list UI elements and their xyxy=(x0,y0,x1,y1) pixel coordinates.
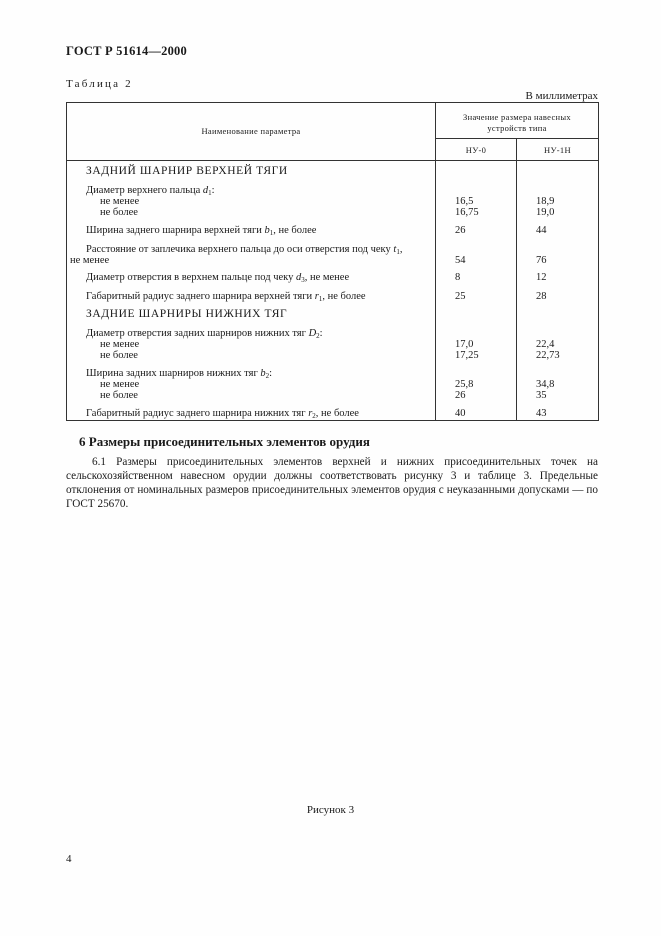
section-title: 6 Размеры присоединительных элементов орудия xyxy=(79,434,370,449)
paragraph-text: 6.1 Размеры присоединительных элементов верхней и нижних присоединительных точек на сельскохозяйственном навесном орудии должны соответствовать рисунку 3 и таблице 3. Предельные отклонения от номинальных размеров присоединительных элементов орудия с неуказанными допусками — по ГОСТ 25670. xyxy=(66,456,598,510)
table-top-rule xyxy=(66,102,599,103)
cell-value: 54 xyxy=(455,255,466,266)
cell-value: 40 xyxy=(455,408,466,419)
cell-value: 12 xyxy=(536,272,547,283)
cell-value: 44 xyxy=(536,225,547,236)
document-header: ГОСТ Р 51614—2000 xyxy=(66,44,187,58)
row-upper-hinge-width: Ширина заднего шарнира верхней тяги $b_1$, не более xyxy=(86,225,317,237)
cell-value: 22,73 xyxy=(536,350,560,361)
cell-value: 17,0 xyxy=(455,339,474,350)
row-lower-hinge-width: Ширина задних шарниров нижних тяг $b_2$: xyxy=(86,368,273,380)
row-label-max: не более xyxy=(100,207,138,218)
cell-value: 25 xyxy=(455,291,466,302)
cell-value: 26 xyxy=(455,225,466,236)
figure-caption: Рисунок 3 xyxy=(306,804,355,816)
row-upper-hinge-radius: Габаритный радиус заднего шарнира верхней тяги $r_1$, не более xyxy=(86,291,366,303)
row-label-min: не менее xyxy=(100,339,140,350)
section-heading-lower-links: ЗАДНИЕ ШАРНИРЫ НИЖНИХ ТЯГ xyxy=(86,308,288,320)
row-label-min: не менее xyxy=(100,379,140,390)
table-subheader-rule xyxy=(435,138,599,139)
column-header-value-line2: устройств типа xyxy=(487,123,547,133)
cell-value: 19,0 xyxy=(536,207,555,218)
table-type-divider xyxy=(516,138,517,421)
table-units: В миллиметрах xyxy=(525,90,598,102)
table-header-rule xyxy=(66,160,599,161)
body-paragraph xyxy=(66,455,598,511)
row-shoulder-to-hole-distance: Расстояние от заплечика верхнего пальца до оси отверстия под чеку $t_1$, xyxy=(86,244,403,256)
row-continuation: не менее xyxy=(70,255,110,266)
section-heading-upper-link: ЗАДНИЙ ШАРНИР ВЕРХНЕЙ ТЯГИ xyxy=(86,165,288,177)
cell-value: 28 xyxy=(536,291,547,302)
cell-value: 26 xyxy=(455,390,466,401)
row-label-max: не более xyxy=(100,390,138,401)
column-header-parameter: Наименование параметра xyxy=(201,126,301,136)
row-lower-hinge-hole-diameter: Диаметр отверстия задних шарниров нижних тяг $D_2$: xyxy=(86,328,323,340)
table-caption: Таблица 2 xyxy=(66,78,133,90)
row-lower-hinge-radius: Габаритный радиус заднего шарнира нижних тяг $r_2$, не более xyxy=(86,408,359,420)
page-number: 4 xyxy=(66,853,72,865)
cell-value: 8 xyxy=(455,272,461,283)
table-right-border xyxy=(598,102,599,421)
row-label-min: не менее xyxy=(100,196,140,207)
cell-value: 17,25 xyxy=(455,350,479,361)
row-pin-hole-diameter: Диаметр отверстия в верхнем пальце под чеку $d_3$, не менее xyxy=(86,272,350,284)
cell-value: 43 xyxy=(536,408,547,419)
cell-value: 35 xyxy=(536,390,547,401)
cell-value: 76 xyxy=(536,255,547,266)
cell-value: 16,75 xyxy=(455,207,479,218)
cell-value: 34,8 xyxy=(536,379,555,390)
column-header-value-line1: Значение размера навесных xyxy=(463,112,571,122)
cell-value: 18,9 xyxy=(536,196,555,207)
row-label-max: не более xyxy=(100,350,138,361)
table-left-border xyxy=(66,102,67,421)
row-upper-pin-diameter: Диаметр верхнего пальца $d_1$: xyxy=(86,185,215,197)
cell-value: 25,8 xyxy=(455,379,474,390)
column-header-type-nu0: НУ-0 xyxy=(465,145,487,155)
cell-value: 22,4 xyxy=(536,339,555,350)
column-header-type-nu1n: НУ-1Н xyxy=(544,145,571,155)
cell-value: 16,5 xyxy=(455,196,474,207)
